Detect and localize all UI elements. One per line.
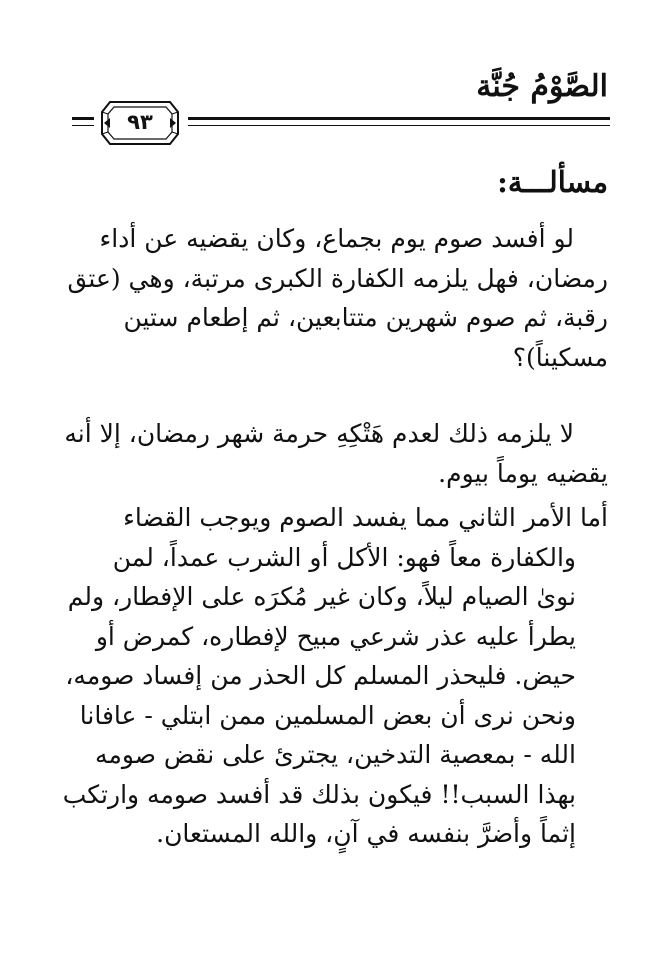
text-line: يقضيه يوماً بيوم. bbox=[438, 458, 608, 488]
text-line: مسكيناً)؟ bbox=[512, 342, 608, 372]
text-line: والكفارة معاً فهو: الأكل أو الشرب عمداً، لمن bbox=[112, 542, 576, 572]
page-number-frame bbox=[100, 100, 180, 146]
text-line: نوىٰ الصيام ليلاً، وكان غير مُكرَه على الإفطار، ولم bbox=[67, 582, 576, 611]
text-line: رقبة، ثم صوم شهرين متتابعين، ثم إطعام ستين bbox=[123, 303, 608, 332]
header-rule-left-thin bbox=[72, 125, 94, 126]
text-line: لا يلزمه ذلك لعدم هَتْكِهِ حرمة شهر رمضان، إلا أنه bbox=[64, 419, 574, 448]
text-line: أما الأمر الثاني مما يفسد الصوم ويوجب القضاء bbox=[123, 503, 608, 532]
header-rule-thin bbox=[188, 125, 610, 126]
header-ornament-band bbox=[72, 100, 610, 148]
question-paragraph bbox=[52, 219, 608, 377]
text-line: لو أفسد صوم يوم بجماع، وكان يقضيه عن أداء bbox=[99, 224, 574, 253]
page-number: ٩٣ bbox=[127, 110, 153, 134]
header-rule-left-thick bbox=[72, 117, 94, 120]
text-line: الله - بمعصية التدخين، يجترئ على نقض صومه bbox=[95, 740, 576, 769]
header-rule-thick bbox=[188, 117, 610, 120]
text-line: إثماً وأضرَّ بنفسه في آنٍ، والله المستعان. bbox=[156, 819, 576, 848]
text-line: يطرأ عليه عذر شرعي مبيح لإفطاره، كمرض أو bbox=[95, 621, 576, 651]
text-line: ونحن نرى أن بعض المسلمين ممن ابتلي - عافانا bbox=[79, 700, 576, 730]
section-heading: مسألـــة: bbox=[497, 165, 608, 199]
second-matter-paragraph bbox=[52, 498, 608, 854]
running-title: الصَّوْمُ جُنَّة bbox=[476, 69, 608, 104]
text-line: بهذا السبب!! فيكون بذلك قد أفسد صومه وارتكب bbox=[62, 779, 576, 809]
answer-paragraph bbox=[52, 414, 608, 493]
text-line: حيض. فليحذر المسلم كل الحذر من إفساد صومه، bbox=[65, 661, 576, 690]
text-line: رمضان، فهل يلزمه الكفارة الكبرى مرتبة، وهي (عتق bbox=[67, 263, 608, 293]
